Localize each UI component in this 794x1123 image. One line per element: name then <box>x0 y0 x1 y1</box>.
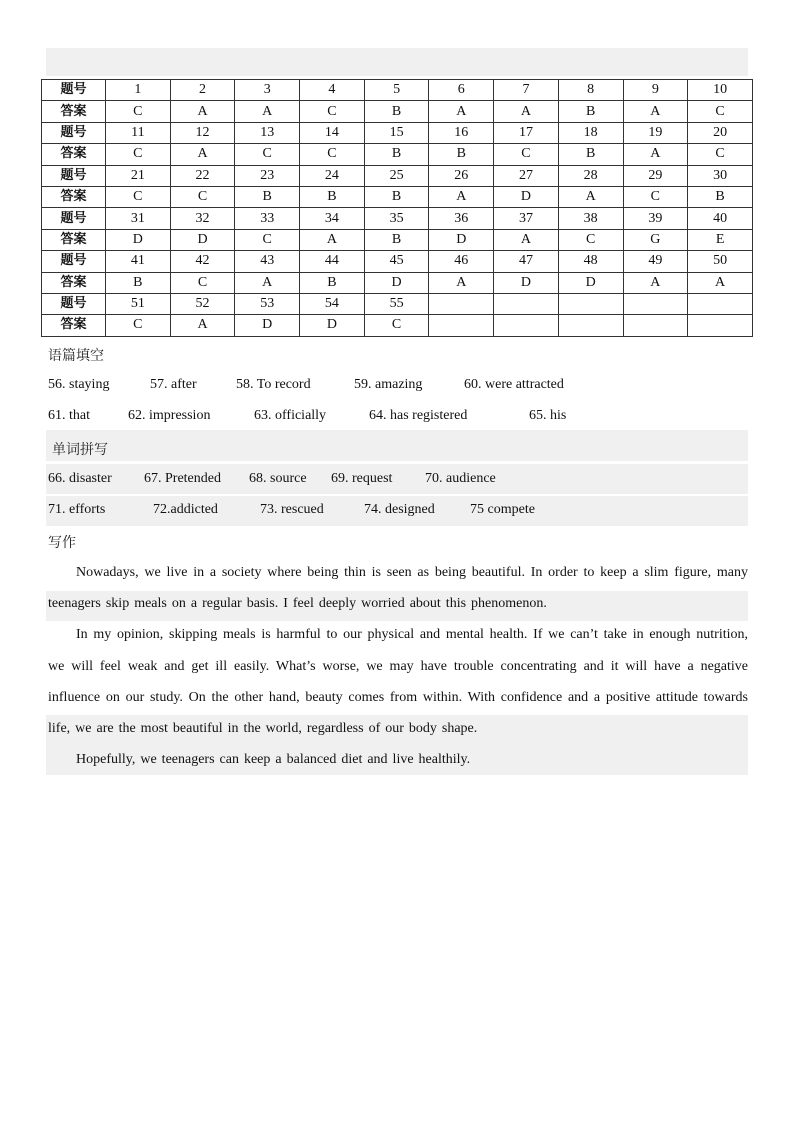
question-number-cell: 13 <box>235 122 300 143</box>
question-number-cell: 18 <box>558 122 623 143</box>
answer-cell: C <box>623 186 688 207</box>
answer-cell <box>558 315 623 336</box>
question-number-cell: 17 <box>494 122 559 143</box>
essay-paragraph: Hopefully, we teenagers can keep a balanced diet and live healthily. <box>76 752 471 768</box>
question-number-cell: 29 <box>623 165 688 186</box>
answer-cell: D <box>429 229 494 250</box>
question-number-cell: 50 <box>688 251 753 272</box>
spelling-title: 单词拼写 <box>52 442 108 458</box>
question-number-row <box>42 122 753 143</box>
question-number-cell: 8 <box>558 80 623 101</box>
answer-cell: B <box>364 144 429 165</box>
answer-cell: A <box>170 101 235 122</box>
answer-cell: D <box>300 315 365 336</box>
answer-cell <box>429 315 494 336</box>
answer-cell: C <box>106 144 171 165</box>
answer-cell: C <box>300 144 365 165</box>
question-number-cell: 36 <box>429 208 494 229</box>
spelling-answer: 70. audience <box>425 471 496 486</box>
question-number-cell: 48 <box>558 251 623 272</box>
question-number-cell: 53 <box>235 293 300 314</box>
essay-paragraph: Nowadays, we live in a society where being thin is seen as being beautiful. In order to keep a slim figure, many teenagers skip meals on a regular basis. I feel deeply worried about this phenomenon. <box>48 565 748 612</box>
question-number-cell: 9 <box>623 80 688 101</box>
question-number-cell: 19 <box>623 122 688 143</box>
question-number-row <box>42 251 753 272</box>
spelling-answer: 74. designed <box>364 502 435 517</box>
question-number-cell: 11 <box>106 122 171 143</box>
question-number-cell: 16 <box>429 122 494 143</box>
writing-title: 写作 <box>48 535 76 551</box>
question-number-cell <box>558 293 623 314</box>
cloze-answer: 64. has registered <box>369 408 468 423</box>
question-number-cell: 32 <box>170 208 235 229</box>
question-number-label: 题号 <box>42 80 106 101</box>
question-number-cell: 1 <box>106 80 171 101</box>
answer-cell: C <box>170 186 235 207</box>
answer-cell: B <box>300 272 365 293</box>
header-band <box>46 48 748 76</box>
question-number-cell: 51 <box>106 293 171 314</box>
question-number-cell: 23 <box>235 165 300 186</box>
answer-cell: B <box>558 144 623 165</box>
answer-row <box>42 101 753 122</box>
answer-cell: B <box>429 144 494 165</box>
answer-cell: A <box>170 315 235 336</box>
answer-cell <box>494 315 559 336</box>
question-number-cell: 40 <box>688 208 753 229</box>
answer-cell: D <box>494 272 559 293</box>
answer-cell: D <box>235 315 300 336</box>
question-number-cell: 37 <box>494 208 559 229</box>
answer-cell: A <box>300 229 365 250</box>
question-number-cell: 30 <box>688 165 753 186</box>
question-number-label: 题号 <box>42 293 106 314</box>
answer-row <box>42 315 753 336</box>
question-number-cell: 26 <box>429 165 494 186</box>
question-number-row <box>42 165 753 186</box>
answer-cell: B <box>235 186 300 207</box>
spelling-answer: 69. request <box>331 471 393 486</box>
question-number-label: 题号 <box>42 122 106 143</box>
question-number-cell: 20 <box>688 122 753 143</box>
cloze-title: 语篇填空 <box>48 348 104 364</box>
answer-table <box>41 79 753 337</box>
spelling-answer: 72.addicted <box>153 502 218 517</box>
question-number-cell: 38 <box>558 208 623 229</box>
answer-cell: A <box>494 101 559 122</box>
answer-label: 答案 <box>42 315 106 336</box>
question-number-cell: 46 <box>429 251 494 272</box>
question-number-cell: 28 <box>558 165 623 186</box>
answer-cell: C <box>688 144 753 165</box>
answer-cell: B <box>364 186 429 207</box>
spelling-answer: 68. source <box>249 471 307 486</box>
answer-cell: A <box>623 144 688 165</box>
spelling-answer: 73. rescued <box>260 502 324 517</box>
cloze-answer: 61. that <box>48 408 90 423</box>
answer-cell: D <box>170 229 235 250</box>
answer-row <box>42 144 753 165</box>
question-number-cell: 15 <box>364 122 429 143</box>
cloze-answer: 65. his <box>529 408 567 423</box>
answer-label: 答案 <box>42 101 106 122</box>
question-number-cell: 44 <box>300 251 365 272</box>
answer-row <box>42 186 753 207</box>
answer-cell: A <box>623 272 688 293</box>
question-number-cell: 27 <box>494 165 559 186</box>
question-number-cell: 10 <box>688 80 753 101</box>
question-number-cell <box>494 293 559 314</box>
answer-row <box>42 272 753 293</box>
question-number-cell: 5 <box>364 80 429 101</box>
answer-cell: C <box>170 272 235 293</box>
answer-cell: C <box>106 101 171 122</box>
question-number-cell: 45 <box>364 251 429 272</box>
answer-cell: C <box>235 144 300 165</box>
answer-cell: C <box>494 144 559 165</box>
question-number-cell: 35 <box>364 208 429 229</box>
question-number-label: 题号 <box>42 208 106 229</box>
cloze-answer: 58. To record <box>236 377 311 392</box>
question-number-cell: 47 <box>494 251 559 272</box>
cloze-answer: 63. officially <box>254 408 327 423</box>
answer-cell: B <box>364 101 429 122</box>
question-number-cell: 3 <box>235 80 300 101</box>
question-number-cell: 24 <box>300 165 365 186</box>
cloze-answer: 62. impression <box>128 408 211 423</box>
answer-label: 答案 <box>42 144 106 165</box>
spelling-answer: 67. Pretended <box>144 471 221 486</box>
question-number-cell <box>688 293 753 314</box>
answer-cell: A <box>170 144 235 165</box>
question-number-cell: 55 <box>364 293 429 314</box>
answer-cell: A <box>235 272 300 293</box>
answer-cell: C <box>364 315 429 336</box>
question-number-label: 题号 <box>42 251 106 272</box>
cloze-answer: 56. staying <box>48 377 110 392</box>
answer-cell: B <box>688 186 753 207</box>
answer-label: 答案 <box>42 186 106 207</box>
answer-cell: C <box>558 229 623 250</box>
answer-cell: A <box>235 101 300 122</box>
answer-row <box>42 229 753 250</box>
question-number-cell: 49 <box>623 251 688 272</box>
question-number-cell: 54 <box>300 293 365 314</box>
answer-cell: B <box>300 186 365 207</box>
answer-cell: G <box>623 229 688 250</box>
question-number-cell: 43 <box>235 251 300 272</box>
answer-cell: C <box>300 101 365 122</box>
question-number-cell: 33 <box>235 208 300 229</box>
question-number-cell: 22 <box>170 165 235 186</box>
answer-cell <box>623 315 688 336</box>
answer-cell: C <box>106 315 171 336</box>
answer-cell: E <box>688 229 753 250</box>
question-number-cell <box>623 293 688 314</box>
answer-cell: C <box>106 186 171 207</box>
question-number-cell: 7 <box>494 80 559 101</box>
question-number-row <box>42 80 753 101</box>
question-number-cell: 25 <box>364 165 429 186</box>
question-number-row <box>42 208 753 229</box>
spelling-answer: 75 compete <box>470 502 535 517</box>
answer-cell: A <box>623 101 688 122</box>
answer-cell: D <box>494 186 559 207</box>
answer-cell <box>688 315 753 336</box>
answer-cell: C <box>235 229 300 250</box>
answer-cell: D <box>558 272 623 293</box>
cloze-answer: 60. were attracted <box>464 377 564 392</box>
cloze-answer: 57. after <box>150 377 197 392</box>
essay <box>48 557 748 775</box>
question-number-cell: 42 <box>170 251 235 272</box>
answer-cell: A <box>429 272 494 293</box>
spelling-answer: 66. disaster <box>48 471 112 486</box>
question-number-cell: 2 <box>170 80 235 101</box>
question-number-cell: 31 <box>106 208 171 229</box>
question-number-label: 题号 <box>42 165 106 186</box>
answer-cell: A <box>429 186 494 207</box>
question-number-cell: 39 <box>623 208 688 229</box>
question-number-cell: 12 <box>170 122 235 143</box>
question-number-cell: 41 <box>106 251 171 272</box>
answer-cell: D <box>364 272 429 293</box>
answer-label: 答案 <box>42 229 106 250</box>
answer-cell: C <box>688 101 753 122</box>
spelling-answer: 71. efforts <box>48 502 106 517</box>
shade-band <box>46 430 748 461</box>
answer-cell: B <box>364 229 429 250</box>
question-number-cell: 34 <box>300 208 365 229</box>
question-number-cell <box>429 293 494 314</box>
answer-cell: A <box>688 272 753 293</box>
answer-cell: A <box>494 229 559 250</box>
answer-cell: B <box>106 272 171 293</box>
answer-cell: D <box>106 229 171 250</box>
question-number-cell: 14 <box>300 122 365 143</box>
question-number-cell: 21 <box>106 165 171 186</box>
answer-cell: A <box>429 101 494 122</box>
question-number-row <box>42 293 753 314</box>
cloze-answer: 59. amazing <box>354 377 423 392</box>
answer-label: 答案 <box>42 272 106 293</box>
answer-cell: A <box>558 186 623 207</box>
question-number-cell: 52 <box>170 293 235 314</box>
essay-paragraph: In my opinion, skipping meals is harmful to our physical and mental health. If we can’t take in enough nutrition, we will feel weak and get ill easily. What’s worse, we may have trouble concentrating and it will have a negative influence on our study. On the other hand, beauty comes from within. With confidence and a positive attitude towards life, we are the most beautiful in the world, regardless of our body shape. <box>48 627 748 737</box>
question-number-cell: 4 <box>300 80 365 101</box>
question-number-cell: 6 <box>429 80 494 101</box>
answer-cell: B <box>558 101 623 122</box>
